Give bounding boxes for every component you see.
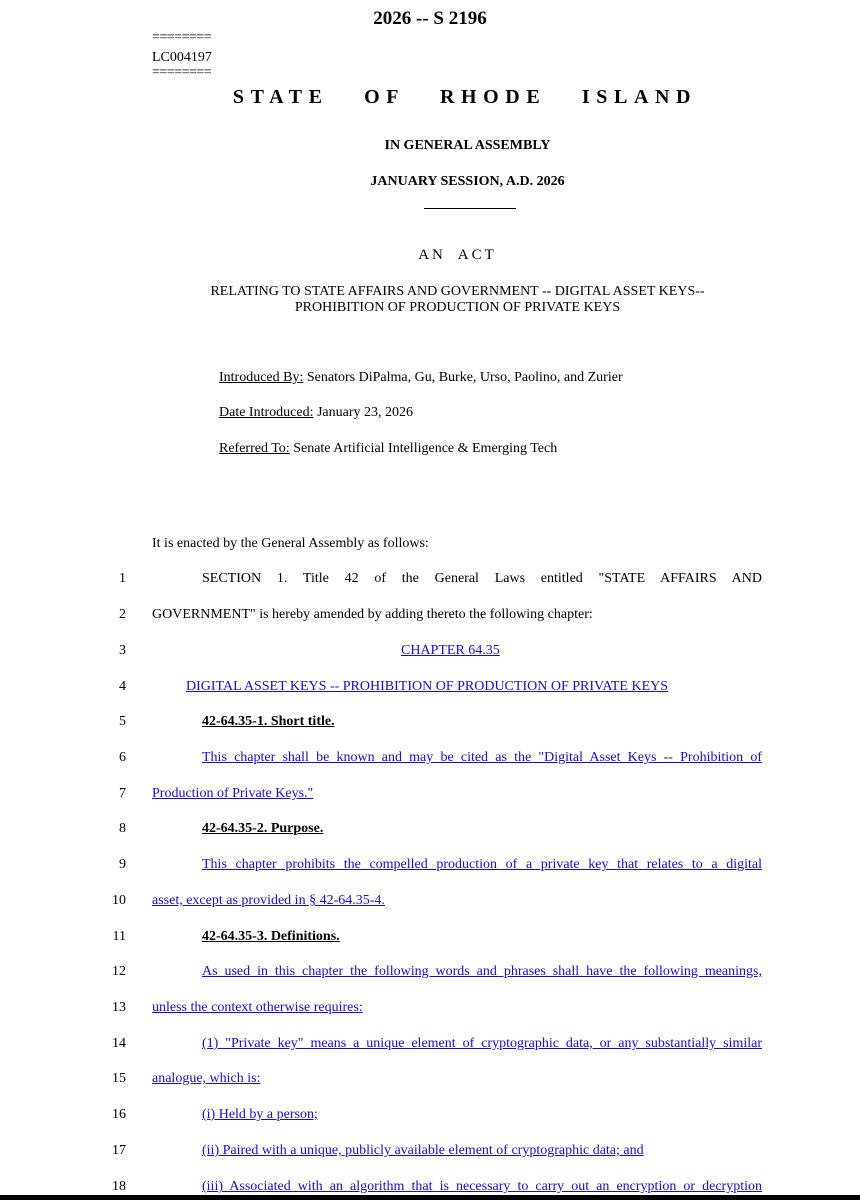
section-heading: 42-64.35-3. Definitions.	[202, 929, 340, 944]
line-number: 14	[112, 1036, 126, 1051]
line-number: 11	[112, 929, 126, 944]
line-number: 1	[119, 571, 126, 586]
line-number: 13	[112, 1000, 126, 1015]
chapter-number: CHAPTER 64.35	[401, 643, 500, 658]
assembly-heading: IN GENERAL ASSEMBLY	[384, 138, 551, 153]
date-introduced-label: Date Introduced:	[219, 405, 314, 420]
bill-line: (iii) Associated with an algorithm that is necessary to carry out an encryption or decryption	[202, 1179, 762, 1194]
session-heading: JANUARY SESSION, A.D. 2026	[370, 174, 565, 189]
line-number: 17	[112, 1143, 126, 1158]
separator-top: ========	[152, 30, 212, 45]
act-relating-line1: RELATING TO STATE AFFAIRS AND GOVERNMENT -- DIGITAL ASSET KEYS--	[210, 284, 705, 299]
bill-line: (1) "Private key" means a unique element of cryptographic data, or any substantially similar	[202, 1036, 762, 1051]
separator-bottom: ========	[152, 65, 212, 80]
bill-line: asset, except as provided in § 42-64.35-4.	[152, 893, 385, 908]
line-number: 4	[119, 679, 126, 694]
act-relating-line2: PROHIBITION OF PRODUCTION OF PRIVATE KEYS	[294, 300, 621, 315]
line-number: 16	[112, 1107, 126, 1122]
bill-line: (i) Held by a person;	[202, 1107, 318, 1122]
date-introduced-value: January 23, 2026	[313, 405, 414, 420]
bill-line: This chapter prohibits the compelled production of a private key that relates to a digital	[202, 857, 762, 872]
line-number: 3	[119, 643, 126, 658]
section-heading: 42-64.35-1. Short title.	[202, 714, 335, 729]
act-title: AN ACT	[418, 247, 497, 263]
chapter-title: DIGITAL ASSET KEYS -- PROHIBITION OF PRODUCTION OF PRIVATE KEYS	[186, 679, 669, 694]
bottom-edge	[0, 1195, 860, 1200]
referred-to-label: Referred To:	[219, 441, 290, 456]
line-number: 15	[112, 1071, 126, 1086]
introduced-by-label: Introduced By:	[219, 370, 304, 385]
line-number: 2	[119, 607, 126, 622]
lc-number: LC004197	[152, 50, 212, 65]
bill-line: As used in this chapter the following words and phrases shall have the following meanings,	[202, 964, 762, 979]
introduced-by-value: Senators DiPalma, Gu, Burke, Urso, Paolino, and Zurier	[303, 370, 623, 385]
introduced-by	[219, 370, 623, 386]
bill-line: (ii) Paired with a unique, publicly available element of cryptographic data; and	[202, 1143, 644, 1158]
bill-line: Production of Private Keys."	[152, 786, 314, 801]
bill-line: unless the context otherwise requires:	[152, 1000, 363, 1015]
line-number: 7	[119, 786, 126, 801]
line-number: 9	[119, 857, 126, 872]
bill-line: SECTION 1. Title 42 of the General Laws entitled "STATE AFFAIRS AND	[202, 571, 762, 586]
line-number: 10	[112, 893, 126, 908]
bill-line: This chapter shall be known and may be cited as the "Digital Asset Keys -- Prohibition of	[202, 750, 762, 765]
line-number: 5	[119, 714, 126, 729]
line-number: 6	[119, 750, 126, 765]
referred-to-value: Senate Artificial Intelligence & Emerging Tech	[289, 441, 558, 456]
state-heading: STATE OF RHODE ISLAND	[232, 86, 698, 108]
bill-line: analogue, which is:	[152, 1071, 261, 1086]
act-relating	[150, 284, 765, 316]
section-heading: 42-64.35-2. Purpose.	[202, 821, 324, 836]
line-number: 18	[112, 1179, 126, 1194]
bill-line: GOVERNMENT" is hereby amended by adding thereto the following chapter:	[152, 607, 593, 622]
date-introduced	[219, 405, 413, 421]
line-number: 12	[112, 964, 126, 979]
enacting-clause: It is enacted by the General Assembly as follows:	[152, 536, 429, 551]
referred-to	[219, 441, 557, 457]
heading-rule	[424, 208, 516, 209]
line-number: 8	[119, 821, 126, 836]
bill-number: 2026 -- S 2196	[373, 8, 487, 29]
